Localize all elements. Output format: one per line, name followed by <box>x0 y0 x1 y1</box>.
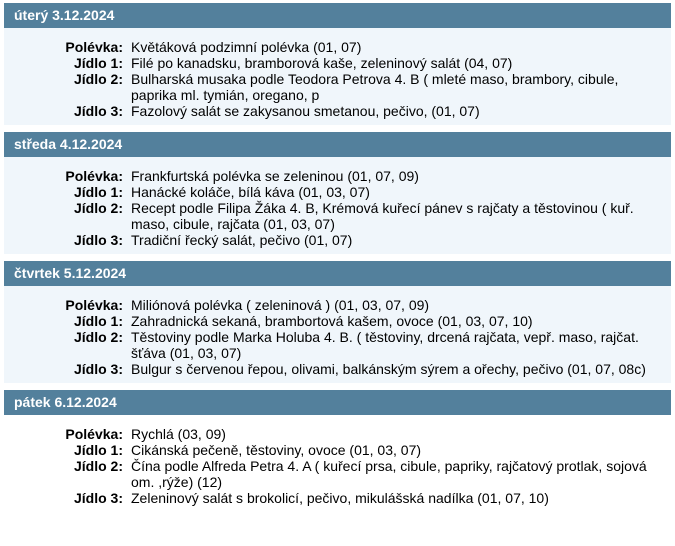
item-value: Fazolový salát se zakysanou smetanou, pečivo, (01, 07) <box>131 103 480 119</box>
item-label: Polévka: <box>65 168 123 184</box>
menu-item <box>4 458 671 490</box>
item-label: Jídlo 1: <box>73 55 123 71</box>
item-label: Jídlo 3: <box>73 490 123 506</box>
item-value: Zahradnická sekaná, brambortová kašem, ovoce (01, 03, 07, 10) <box>131 313 533 329</box>
day-menu <box>4 28 671 125</box>
divider <box>0 254 675 261</box>
day-header: pátek 6.12.2024 <box>4 390 671 415</box>
menu-item <box>4 232 671 248</box>
item-label: Polévka: <box>65 297 123 313</box>
day-section <box>4 261 671 383</box>
divider <box>0 383 675 390</box>
item-value: Tradiční řecký salát, pečivo (01, 07) <box>131 232 353 248</box>
menu-item <box>4 426 671 442</box>
menu-item <box>4 442 671 458</box>
menu-item <box>4 71 671 103</box>
item-label: Jídlo 3: <box>73 232 123 248</box>
item-value: Květáková podzimní polévka (01, 07) <box>131 39 362 55</box>
item-value: Bulgur s červenou řepou, olivami, balkánským sýrem a ořechy, pečivo (01, 07, 08c) <box>131 361 646 377</box>
day-menu <box>4 415 671 512</box>
menu-item <box>4 168 671 184</box>
item-value: Cikánská pečeně, těstoviny, ovoce (01, 03, 07) <box>131 442 422 458</box>
menu-item <box>4 103 671 119</box>
divider <box>0 125 675 132</box>
item-label: Polévka: <box>65 39 123 55</box>
item-label: Jídlo 3: <box>73 361 123 377</box>
day-menu <box>4 286 671 383</box>
menu-item <box>4 313 671 329</box>
item-label: Jídlo 1: <box>73 184 123 200</box>
day-header: úterý 3.12.2024 <box>4 3 671 28</box>
item-label: Jídlo 2: <box>73 71 123 87</box>
item-value: Miliónová polévka ( zeleninová ) (01, 03, 07, 09) <box>131 297 430 313</box>
item-label: Polévka: <box>65 426 123 442</box>
item-value: Zeleninový salát s brokolicí, pečivo, mikulášská nadílka (01, 07, 10) <box>131 490 549 506</box>
day-menu <box>4 157 671 254</box>
item-value: Frankfurtská polévka se zeleninou (01, 07, 09) <box>131 168 419 184</box>
menu-item <box>4 297 671 313</box>
item-value: Hanácké koláče, bílá káva (01, 03, 07) <box>131 184 370 200</box>
item-label: Jídlo 1: <box>73 313 123 329</box>
item-label: Jídlo 2: <box>73 329 123 345</box>
item-value: Čína podle Alfreda Petra 4. A ( kuřecí prsa, cibule, papriky, rajčatový protlak, sojová om. ,rýže) (12) <box>131 458 647 490</box>
item-value: Recept podle Filipa Žáka 4. B, Krémová kuřecí pánev s rajčaty a těstovinou ( kuř. maso, cibule, rajčata (01, 03, 07) <box>131 200 634 232</box>
item-value: Filé po kanadsku, bramborová kaše, zeleninový salát (04, 07) <box>131 55 513 71</box>
item-label: Jídlo 1: <box>73 442 123 458</box>
day-header: čtvrtek 5.12.2024 <box>4 261 671 286</box>
item-value: Těstoviny podle Marka Holuba 4. B. ( těstoviny, drcená rajčata, vepř. maso, rajčat. šťáva (01, 03, 07) <box>131 329 639 361</box>
item-label: Jídlo 3: <box>73 103 123 119</box>
menu-item <box>4 39 671 55</box>
menu-item <box>4 184 671 200</box>
day-section <box>4 132 671 254</box>
day-section <box>4 390 671 512</box>
day-header: středa 4.12.2024 <box>4 132 671 157</box>
day-section <box>4 3 671 125</box>
item-label: Jídlo 2: <box>73 458 123 474</box>
item-value: Rychlá (03, 09) <box>131 426 226 442</box>
menu-item <box>4 200 671 232</box>
menu-item <box>4 361 671 377</box>
menu-item <box>4 329 671 361</box>
menu-item <box>4 55 671 71</box>
menu-item <box>4 490 671 506</box>
item-label: Jídlo 2: <box>73 200 123 216</box>
item-value: Bulharská musaka podle Teodora Petrova 4. B ( mleté maso, brambory, cibule, paprika ml. tymián, oregano, p <box>131 71 619 103</box>
